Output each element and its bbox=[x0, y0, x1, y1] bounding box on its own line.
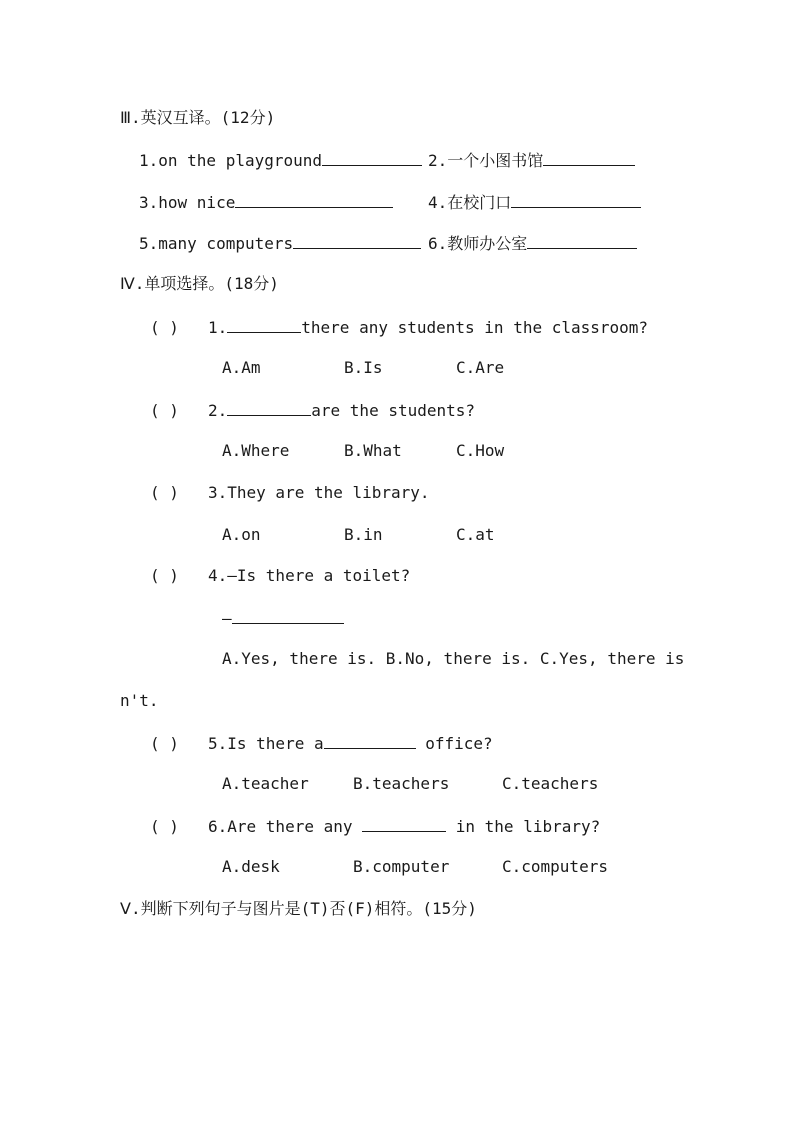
question-text-tail: office? bbox=[415, 734, 493, 753]
question-2 bbox=[150, 400, 475, 421]
option-a[interactable]: A.Am bbox=[222, 358, 261, 377]
question-text: 3.They are the library. bbox=[208, 483, 430, 502]
option-c[interactable]: C.How bbox=[456, 441, 505, 460]
option-c[interactable]: C.Are bbox=[456, 358, 505, 377]
question-5 bbox=[150, 733, 493, 754]
option-c[interactable]: C.computers bbox=[502, 857, 608, 876]
question-text: 2. bbox=[208, 401, 228, 420]
item-text: 3.how nice bbox=[139, 193, 236, 212]
answer-paren[interactable]: ( ) bbox=[150, 566, 179, 585]
question-text-tail: are the students? bbox=[311, 401, 476, 420]
question-4 bbox=[150, 566, 410, 586]
answer-paren[interactable]: ( ) bbox=[150, 734, 179, 753]
options-line-wrap: n't. bbox=[120, 691, 159, 710]
option-c[interactable]: C.teachers bbox=[502, 774, 599, 793]
answer-blank[interactable] bbox=[511, 192, 641, 208]
question-1 bbox=[150, 317, 648, 338]
answer-paren[interactable]: ( ) bbox=[150, 817, 179, 836]
translation-item-3 bbox=[139, 192, 393, 213]
option-b[interactable]: B.in bbox=[344, 525, 383, 544]
question-text-tail: there any students in the classroom? bbox=[301, 318, 649, 337]
translation-item-4 bbox=[428, 192, 641, 213]
item-text: 2.一个小图书馆 bbox=[428, 151, 544, 170]
question-text: 6.Are there any bbox=[208, 817, 363, 836]
answer-blank[interactable] bbox=[293, 233, 421, 249]
option-b[interactable]: B.Is bbox=[344, 358, 383, 377]
question-blank[interactable] bbox=[227, 400, 311, 416]
item-text: 4.在校门口 bbox=[428, 193, 512, 212]
answer-paren[interactable]: ( ) bbox=[150, 318, 179, 337]
answer-blank[interactable] bbox=[235, 192, 393, 208]
section-3-heading: Ⅲ.英汉互译。(12分) bbox=[120, 108, 276, 127]
question-6 bbox=[150, 816, 600, 837]
section-5-heading: Ⅴ.判断下列句子与图片是(T)否(F)相符。(15分) bbox=[120, 899, 477, 918]
question-text: 1. bbox=[208, 318, 228, 337]
answer-blank[interactable] bbox=[232, 608, 344, 624]
option-a[interactable]: A.on bbox=[222, 525, 261, 544]
answer-paren[interactable]: ( ) bbox=[150, 401, 179, 420]
question-3 bbox=[150, 483, 430, 503]
item-text: 5.many computers bbox=[139, 234, 294, 253]
answer-blank[interactable] bbox=[527, 233, 637, 249]
option-b[interactable]: B.What bbox=[344, 441, 402, 460]
question-text: 4.—Is there a toilet? bbox=[208, 566, 411, 585]
translation-item-5 bbox=[139, 233, 421, 254]
option-a[interactable]: A.desk bbox=[222, 857, 280, 876]
translation-item-6 bbox=[428, 233, 637, 254]
option-a[interactable]: A.Where bbox=[222, 441, 290, 460]
translation-item-2 bbox=[428, 150, 635, 171]
options-line[interactable]: A.Yes, there is. B.No, there is. C.Yes, there is bbox=[222, 649, 685, 668]
option-b[interactable]: B.teachers bbox=[353, 774, 450, 793]
answer-blank[interactable] bbox=[322, 150, 422, 166]
item-text: 6.教师办公室 bbox=[428, 234, 528, 253]
option-c[interactable]: C.at bbox=[456, 525, 495, 544]
translation-item-1 bbox=[139, 150, 422, 171]
section-4-heading: Ⅳ.单项选择。(18分) bbox=[120, 274, 279, 293]
question-blank[interactable] bbox=[362, 816, 446, 832]
option-b[interactable]: B.computer bbox=[353, 857, 450, 876]
question-blank[interactable] bbox=[324, 733, 416, 749]
answer-blank[interactable] bbox=[543, 150, 635, 166]
question-text-tail: in the library? bbox=[446, 817, 601, 836]
question-text: 5.Is there a bbox=[208, 734, 324, 753]
question-blank[interactable] bbox=[227, 317, 301, 333]
item-text: 1.on the playground bbox=[139, 151, 323, 170]
option-a[interactable]: A.teacher bbox=[222, 774, 309, 793]
answer-paren[interactable]: ( ) bbox=[150, 483, 179, 502]
dash-mark: — bbox=[222, 609, 232, 628]
answer-line bbox=[222, 608, 344, 629]
